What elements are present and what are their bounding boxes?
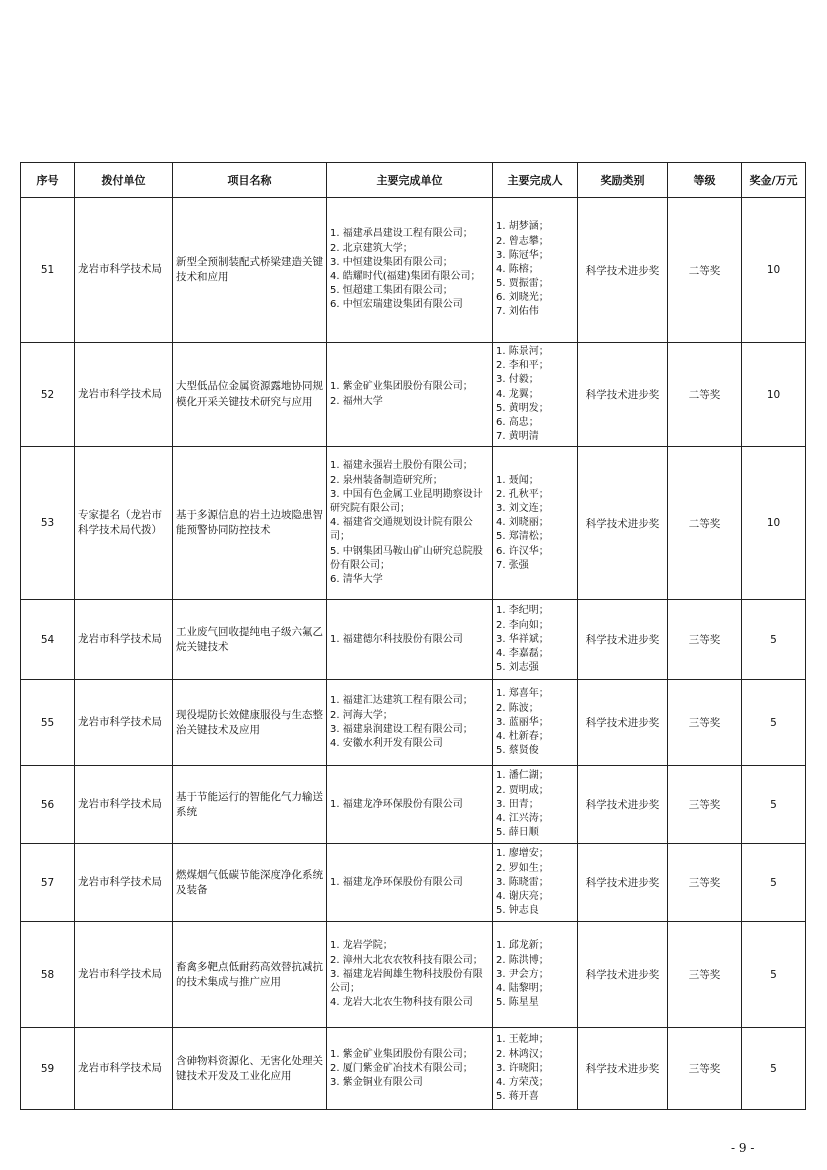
completing-person: 4. 江兴涛； (496, 812, 549, 824)
completing-person: 1. 王乾坤； (496, 1034, 549, 1046)
funding-unit: 龙岩市科学技术局 (75, 198, 173, 343)
completing-person: 5. 贾振雷； (496, 278, 549, 290)
completing-person: 7. 张强 (496, 559, 529, 571)
award-category: 科学技术进步奖 (578, 680, 668, 766)
row-number: 54 (21, 600, 75, 680)
completing-person: 2. 陈洪博； (496, 954, 549, 966)
completing-person: 5. 蒋开喜 (496, 1091, 539, 1103)
completing-person: 2. 贾明成； (496, 784, 549, 796)
project-name: 基于多源信息的岩土边坡隐患智能预警协同防控技术 (173, 447, 327, 600)
completing-person: 2. 林鸿汉； (496, 1048, 549, 1060)
award-grade: 三等奖 (668, 600, 742, 680)
award-category: 科学技术进步奖 (578, 198, 668, 343)
project-name: 基于节能运行的智能化气力输送系统 (173, 766, 327, 844)
completing-unit: 2. 漳州大北农农牧科技有限公司； (330, 954, 483, 966)
completing-person: 5. 蔡贤俊 (496, 745, 539, 757)
completing-person: 3. 许晓阳； (496, 1062, 549, 1074)
completing-unit: 1. 福建龙净环保股份有限公司 (330, 876, 463, 888)
award-grade: 三等奖 (668, 766, 742, 844)
completing-people (493, 766, 578, 844)
completing-person: 5. 陈星星 (496, 997, 539, 1009)
completing-unit: 5. 中钢集团马鞍山矿山研究总院股份有限公司； (330, 545, 483, 571)
completing-unit: 5. 恒超建工集团有限公司； (330, 285, 453, 297)
completing-unit: 2. 福州大学 (330, 395, 383, 407)
completing-person: 2. 孔秋平； (496, 488, 549, 500)
completing-unit: 3. 紫金铜业有限公司 (330, 1076, 423, 1088)
completing-person: 4. 陆黎明； (496, 982, 549, 994)
completing-person: 4. 李嘉磊； (496, 647, 549, 659)
row-number: 56 (21, 766, 75, 844)
award-grade: 三等奖 (668, 922, 742, 1028)
award-category: 科学技术进步奖 (578, 922, 668, 1028)
header-row (21, 163, 806, 198)
completing-units (327, 447, 493, 600)
row-number: 53 (21, 447, 75, 600)
row-number: 51 (21, 198, 75, 343)
completing-people (493, 343, 578, 447)
completing-unit: 3. 中国有色金属工业昆明勘察设计研究院有限公司； (330, 488, 483, 515)
award-category: 科学技术进步奖 (578, 766, 668, 844)
award-category: 科学技术进步奖 (578, 1028, 668, 1110)
completing-unit: 6. 清华大学 (330, 573, 383, 585)
table-row (21, 600, 806, 680)
completing-person: 3. 田青； (496, 798, 539, 810)
funding-unit: 龙岩市科学技术局 (75, 1028, 173, 1110)
header-cell: 主要完成单位 (327, 163, 493, 198)
bonus-amount: 5 (742, 1028, 806, 1110)
header-cell: 主要完成人 (493, 163, 578, 198)
completing-unit: 2. 厦门紫金矿冶技术有限公司； (330, 1062, 473, 1074)
completing-units (327, 343, 493, 447)
award-grade: 二等奖 (668, 447, 742, 600)
completing-person: 7. 黄明清 (496, 431, 539, 443)
completing-person: 3. 尹会方； (496, 968, 549, 980)
award-grade: 三等奖 (668, 1028, 742, 1110)
completing-person: 1. 潘仁湖； (496, 770, 549, 782)
project-name: 现役堤防长效健康服役与生态整治关键技术及应用 (173, 680, 327, 766)
header-cell: 奖励类别 (578, 163, 668, 198)
completing-person: 5. 薛日顺 (496, 827, 539, 839)
completing-person: 2. 罗如生； (496, 862, 549, 874)
project-name: 燃煤烟气低碳节能深度净化系统及装备 (173, 844, 327, 922)
completing-person: 6. 许汉华； (496, 545, 549, 557)
funding-unit: 龙岩市科学技术局 (75, 600, 173, 680)
completing-units (327, 198, 493, 343)
completing-person: 3. 刘文连； (496, 503, 549, 515)
page-number: - 9 - (731, 1141, 755, 1155)
completing-person: 5. 郑清松； (496, 531, 549, 543)
completing-person: 3. 陈冠华； (496, 249, 549, 261)
award-category: 科学技术进步奖 (578, 600, 668, 680)
completing-unit: 1. 福建汇达建筑工程有限公司； (330, 695, 473, 707)
completing-unit: 4. 安徽水利开发有限公司 (330, 738, 443, 749)
completing-people (493, 680, 578, 766)
completing-units (327, 844, 493, 922)
completing-unit: 4. 福建省交通规划设计院有限公司； (330, 517, 473, 543)
completing-person: 1. 廖增安； (496, 848, 549, 860)
project-name: 含砷物料资源化、无害化处理关键技术开发及工业化应用 (173, 1028, 327, 1110)
completing-person: 1. 陈景河； (496, 346, 549, 357)
table-row (21, 844, 806, 922)
completing-unit: 2. 河海大学； (330, 709, 393, 721)
funding-unit: 龙岩市科学技术局 (75, 680, 173, 766)
completing-unit: 1. 福建永强岩土股份有限公司； (330, 460, 473, 472)
completing-unit: 3. 中恒建设集团有限公司； (330, 256, 453, 268)
funding-unit: 龙岩市科学技术局 (75, 343, 173, 447)
completing-people (493, 600, 578, 680)
completing-person: 6. 高忠； (496, 416, 539, 428)
completing-people (493, 922, 578, 1028)
completing-person: 7. 刘佑伟 (496, 306, 539, 318)
completing-person: 6. 刘晓光； (496, 292, 549, 304)
funding-unit: 专家提名（龙岩市科学技术局代拨） (75, 447, 173, 600)
completing-unit: 4. 龙岩大北农生物科技有限公司 (330, 997, 473, 1009)
completing-person: 2. 李向如； (496, 619, 549, 631)
bonus-amount: 5 (742, 680, 806, 766)
completing-unit: 1. 福建德尔科技股份有限公司 (330, 633, 463, 645)
table-row (21, 1028, 806, 1110)
awards-table (20, 162, 806, 1110)
completing-unit: 1. 紫金矿业集团股份有限公司； (330, 381, 473, 393)
completing-unit: 1. 福建承昌建设工程有限公司； (330, 228, 473, 240)
completing-person: 3. 陈晓雷； (496, 876, 549, 888)
award-category: 科学技术进步奖 (578, 447, 668, 600)
completing-person: 5. 刘志强 (496, 662, 539, 674)
completing-person: 3. 蓝丽华； (496, 716, 549, 728)
award-grade: 三等奖 (668, 844, 742, 922)
completing-unit: 4. 皓耀时代(福建)集团有限公司； (330, 271, 481, 282)
bonus-amount: 10 (742, 198, 806, 343)
completing-units (327, 680, 493, 766)
completing-people (493, 447, 578, 600)
row-number: 52 (21, 343, 75, 447)
completing-unit: 2. 泉州装备制造研究所； (330, 474, 443, 486)
award-grade: 二等奖 (668, 198, 742, 343)
row-number: 58 (21, 922, 75, 1028)
completing-person: 2. 曾志攀； (496, 235, 549, 247)
table-row (21, 922, 806, 1028)
completing-unit: 2. 北京建筑大学； (330, 242, 413, 254)
bonus-amount: 5 (742, 600, 806, 680)
completing-people (493, 198, 578, 343)
completing-person: 2. 李和平； (496, 360, 549, 372)
completing-person: 1. 聂闻； (496, 474, 539, 486)
bonus-amount: 10 (742, 343, 806, 447)
completing-person: 4. 陈榕； (496, 263, 539, 275)
completing-person: 1. 李纪明； (496, 605, 549, 617)
completing-person: 5. 钟志良 (496, 905, 539, 917)
row-number: 59 (21, 1028, 75, 1110)
completing-units (327, 766, 493, 844)
completing-person: 5. 黄明发； (496, 402, 549, 414)
completing-person: 1. 胡梦涵； (496, 221, 549, 233)
header-cell: 拨付单位 (75, 163, 173, 198)
table-row (21, 198, 806, 343)
completing-units (327, 922, 493, 1028)
completing-person: 4. 龙翼； (496, 388, 539, 400)
award-grade: 三等奖 (668, 680, 742, 766)
table-row (21, 447, 806, 600)
table-row (21, 343, 806, 447)
header-cell: 奖金/万元 (742, 163, 806, 198)
header-cell: 等级 (668, 163, 742, 198)
project-name: 大型低品位金属资源露地协同规模化开采关键技术研究与应用 (173, 343, 327, 447)
header-cell: 序号 (21, 163, 75, 198)
completing-person: 3. 付毅； (496, 374, 539, 386)
row-number: 55 (21, 680, 75, 766)
funding-unit: 龙岩市科学技术局 (75, 844, 173, 922)
completing-unit: 1. 龙岩学院； (330, 940, 393, 952)
completing-unit: 1. 福建龙净环保股份有限公司 (330, 798, 463, 810)
completing-units (327, 600, 493, 680)
completing-unit: 6. 中恒宏瑞建设集团有限公司 (330, 299, 463, 311)
award-category: 科学技术进步奖 (578, 844, 668, 922)
funding-unit: 龙岩市科学技术局 (75, 922, 173, 1028)
bonus-amount: 10 (742, 447, 806, 600)
table-row (21, 680, 806, 766)
header-cell: 项目名称 (173, 163, 327, 198)
funding-unit: 龙岩市科学技术局 (75, 766, 173, 844)
project-name: 工业废气回收提纯电子级六氟乙烷关键技术 (173, 600, 327, 680)
completing-unit: 1. 紫金矿业集团股份有限公司； (330, 1048, 473, 1060)
row-number: 57 (21, 844, 75, 922)
completing-person: 3. 华祥斌； (496, 633, 549, 645)
completing-person: 1. 郑喜年； (496, 688, 549, 700)
completing-person: 1. 邱龙新； (496, 940, 549, 952)
completing-person: 4. 杜新春； (496, 730, 549, 742)
completing-person: 4. 方荣茂； (496, 1076, 549, 1088)
award-category: 科学技术进步奖 (578, 343, 668, 447)
completing-person: 4. 谢庆亮； (496, 890, 549, 902)
completing-person: 2. 陈波； (496, 702, 539, 714)
completing-people (493, 844, 578, 922)
project-name: 畜禽多靶点低耐药高效替抗减抗的技术集成与推广应用 (173, 922, 327, 1028)
award-grade: 二等奖 (668, 343, 742, 447)
completing-unit: 3. 福建龙岩闽雄生物科技股份有限公司； (330, 968, 483, 994)
bonus-amount: 5 (742, 844, 806, 922)
project-name: 新型全预制装配式桥梁建造关键技术和应用 (173, 198, 327, 343)
completing-person: 4. 刘晓丽； (496, 517, 549, 529)
bonus-amount: 5 (742, 922, 806, 1028)
completing-units (327, 1028, 493, 1110)
completing-unit: 3. 福建泉润建设工程有限公司； (330, 723, 473, 735)
bonus-amount: 5 (742, 766, 806, 844)
table-row (21, 766, 806, 844)
completing-people (493, 1028, 578, 1110)
